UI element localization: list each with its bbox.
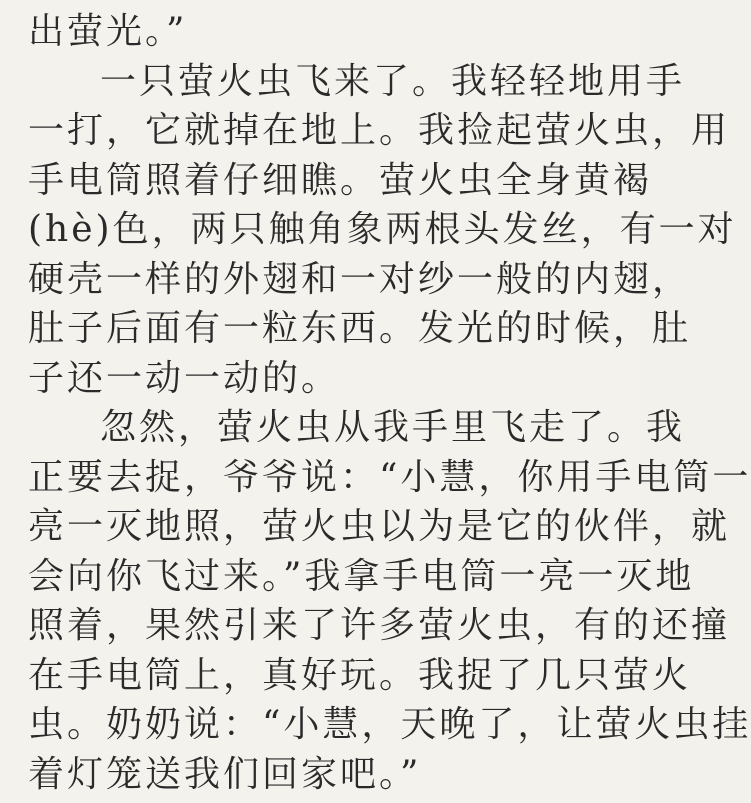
paragraph-line: 一打，它就掉在地上。我捡起萤火虫，用 [28,110,731,151]
paragraph-line: 忽然，萤火虫从我手里飞走了。我 [100,407,686,448]
paragraph-line: 一只萤火虫飞来了。我轻轻地用手 [100,60,686,102]
paragraph-line: 虫。奶奶说：“小慧，天晚了，让萤火虫挂 [28,704,751,745]
paragraph-line: 照着，果然引来了许多萤火虫，有的还撞 [28,605,731,646]
paragraph-line: 肚子后面有一粒东西。发光的时候，肚 [28,308,692,349]
paragraph-line: 亮一灭地照，萤火虫以为是它的伙伴，就 [28,506,731,547]
paragraph-line: 硬壳一样的外翅和一对纱一般的内翅， [28,258,692,300]
paragraph-line: 出萤光。” [28,11,188,52]
paragraph-line: 子还一动一动的。 [28,357,341,399]
paragraph-line: 着灯笼送我们回家吧。” [28,753,422,795]
paragraph-line: (hè)色，两只触角象两根头发丝，有一对 [28,209,737,250]
paragraph-line: 会向你飞过来。”我拿手电筒一亮一灭地 [28,555,695,597]
paragraph-line: 正要去捉，爷爷说：“小慧，你用手电筒一 [28,456,751,498]
paragraph-line: 手电筒照着仔细瞧。萤火虫全身黄褐 [28,159,653,201]
paragraph-line: 在手电筒上，真好玩。我捉了几只萤火 [28,654,692,696]
